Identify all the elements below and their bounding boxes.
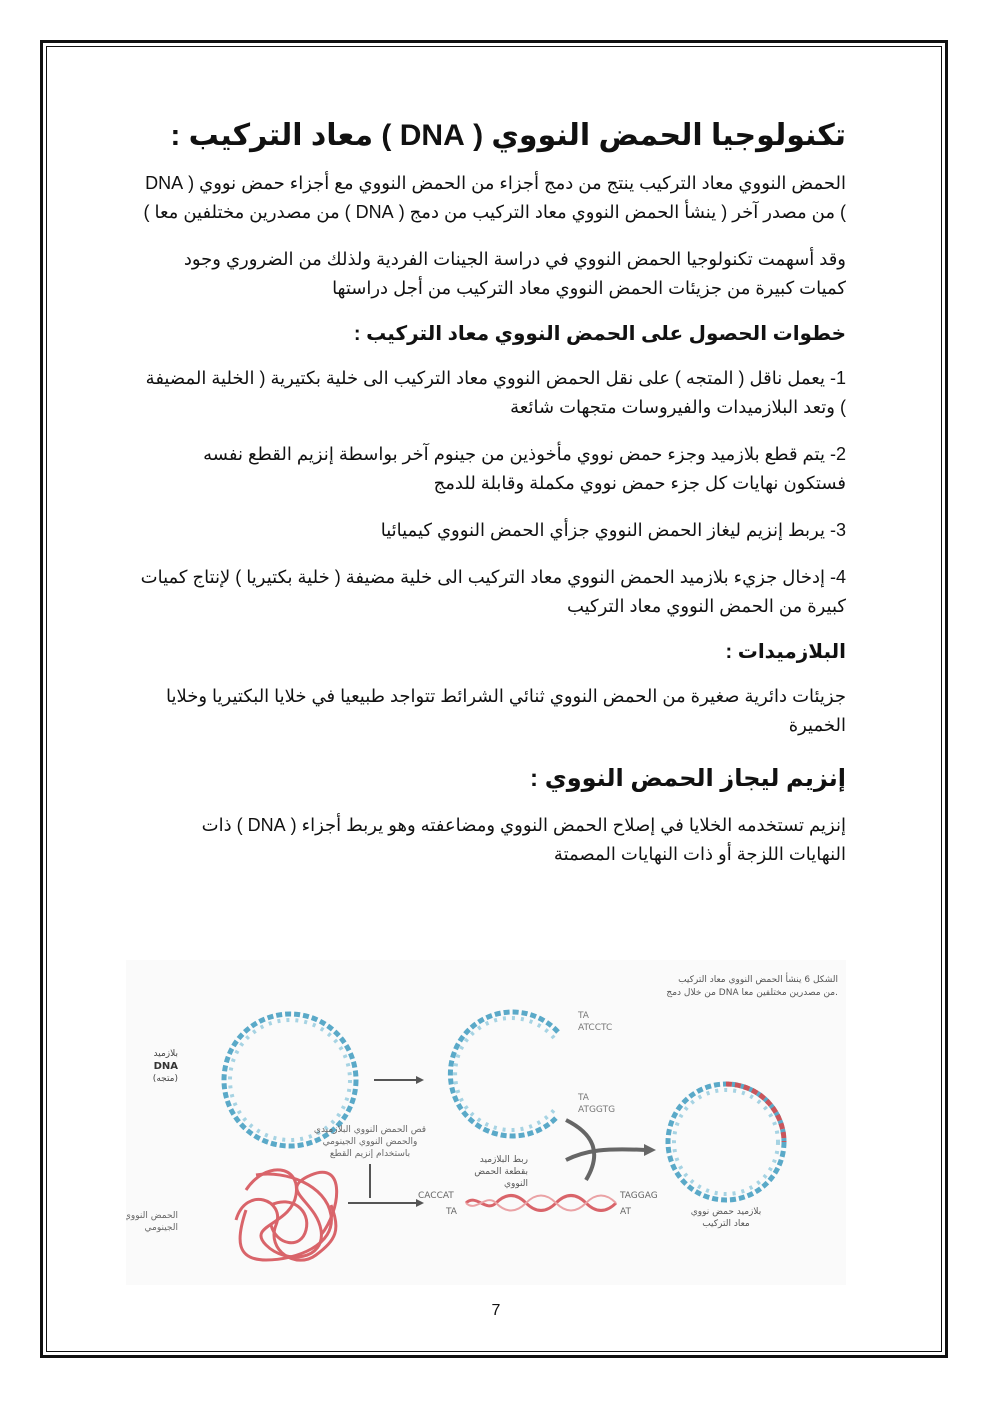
steps-heading: خطوات الحصول على الحمض النووي معاد التركيب :: [353, 323, 846, 345]
seq-mid-1: TA: [578, 1093, 589, 1103]
cut-label-line-2: والحمض النووي الجينومي: [322, 1137, 418, 1147]
step-1: 1- يعمل ناقل ( المتجه ) على نقل الحمض النووي معاد التركيب الى خلية بكتيرية ( الخلية المضيفة ) وتعد البلازميدات والفيروسات متجهات شائعة: [145, 368, 846, 417]
result-label-line-2: معاد التركيب: [702, 1219, 750, 1229]
seq-frag-right-2: AT: [620, 1207, 631, 1217]
plasmid-label-line-3: (متجه): [152, 1074, 178, 1084]
recombinant-dna-figure: [126, 960, 846, 1285]
step-4: 4- إدخال جزيء بلازميد الحمض النووي معاد التركيب الى خلية مضيفة ( خلية بكتيريا ) لإنتاج كميات كبيرة من الحمض النووي معاد التركيب: [140, 567, 846, 616]
step-2: 2- يتم قطع بلازميد وجزء حمض نووي مأخوذين من جينوم آخر بواسطة إنزيم القطع نفسه فستكون نهايات كل جزء حمض نووي مكملة وقابلة للدمج: [203, 444, 846, 493]
genomic-label-line-2: الجينومي: [144, 1223, 178, 1233]
plasmid-label-line-2: DNA: [153, 1061, 178, 1072]
seq-frag-right-1: TAGGAG: [620, 1191, 658, 1201]
page-title: تكنولوجيا الحمض النووي ( DNA ) معاد التركيب :: [170, 119, 846, 152]
cut-label-line-3: باستخدام إنزيم القطع: [329, 1149, 411, 1159]
seq-frag-left-1: CACCAT: [418, 1191, 454, 1201]
result-label-line-1: بلازميد حمض نووي: [690, 1207, 762, 1217]
step-3: 3- يربط إنزيم ليغاز الحمض النووي جزأي الحمض النووي كيميائيا: [380, 520, 846, 540]
join-label-line-2: بقطعة الحمض: [474, 1167, 528, 1177]
caption-line-1: الشكل 6 ينشأ الحمض النووي معاد التركيب: [678, 975, 838, 985]
document-body: [140, 110, 846, 887]
join-label-line-1: ربط البلازميد: [479, 1155, 528, 1165]
genomic-label-line-1: الحمض النووي: [126, 1211, 178, 1221]
seq-top-2: ATCCTC: [578, 1023, 613, 1033]
page-number: 7: [491, 1302, 501, 1319]
contribution-paragraph: وقد أسهمت تكنولوجيا الحمض النووي في دراسة الجينات الفردية ولذلك من الضروري وجود كميات كبيرة من جزيئات الحمض النووي معاد التركيب من أجل دراستها: [183, 249, 846, 298]
plasmid-label-line-1: بلازميد: [153, 1049, 178, 1059]
seq-mid-2: ATGGTG: [578, 1105, 616, 1115]
ligase-heading: إنزيم ليجاز الحمض النووي :: [530, 765, 846, 792]
intro-paragraph: الحمض النووي معاد التركيب ينتج من دمج أجزاء من الحمض النووي مع أجزاء حمض نووي ( DNA ) من مصدر آخر ( ينشأ الحمض النووي معاد التركيب من دمج ( DNA ) من مصدرين مختلفين معا ): [143, 173, 846, 222]
plasmids-paragraph: جزيئات دائرية صغيرة من الحمض النووي ثنائي الشرائط تتواجد طبيعيا في خلايا البكتيريا وخلايا الخميرة: [165, 686, 846, 735]
cut-step-label: [314, 1125, 426, 1159]
join-label-line-3: النووي: [504, 1179, 528, 1189]
seq-top-1: TA: [578, 1011, 589, 1021]
ligase-paragraph: إنزيم تستخدمه الخلايا في إصلاح الحمض النووي ومضاعفته وهو يربط أجزاء ( DNA ) ذات النهايات اللزجة أو ذات النهايات المصمتة: [201, 815, 846, 864]
plasmids-heading: البلازميدات :: [725, 641, 846, 663]
caption-line-2: من خلال دمج DNA من مصدرين مختلفين معا.: [666, 988, 838, 998]
seq-frag-left-2: TA: [446, 1207, 457, 1217]
plasmid-label: [153, 1049, 178, 1084]
cut-label-line-1: قص الحمض النووي البلازميدي: [313, 1125, 427, 1135]
figure-background: [126, 960, 846, 1285]
figure-illustration: [126, 960, 846, 1285]
